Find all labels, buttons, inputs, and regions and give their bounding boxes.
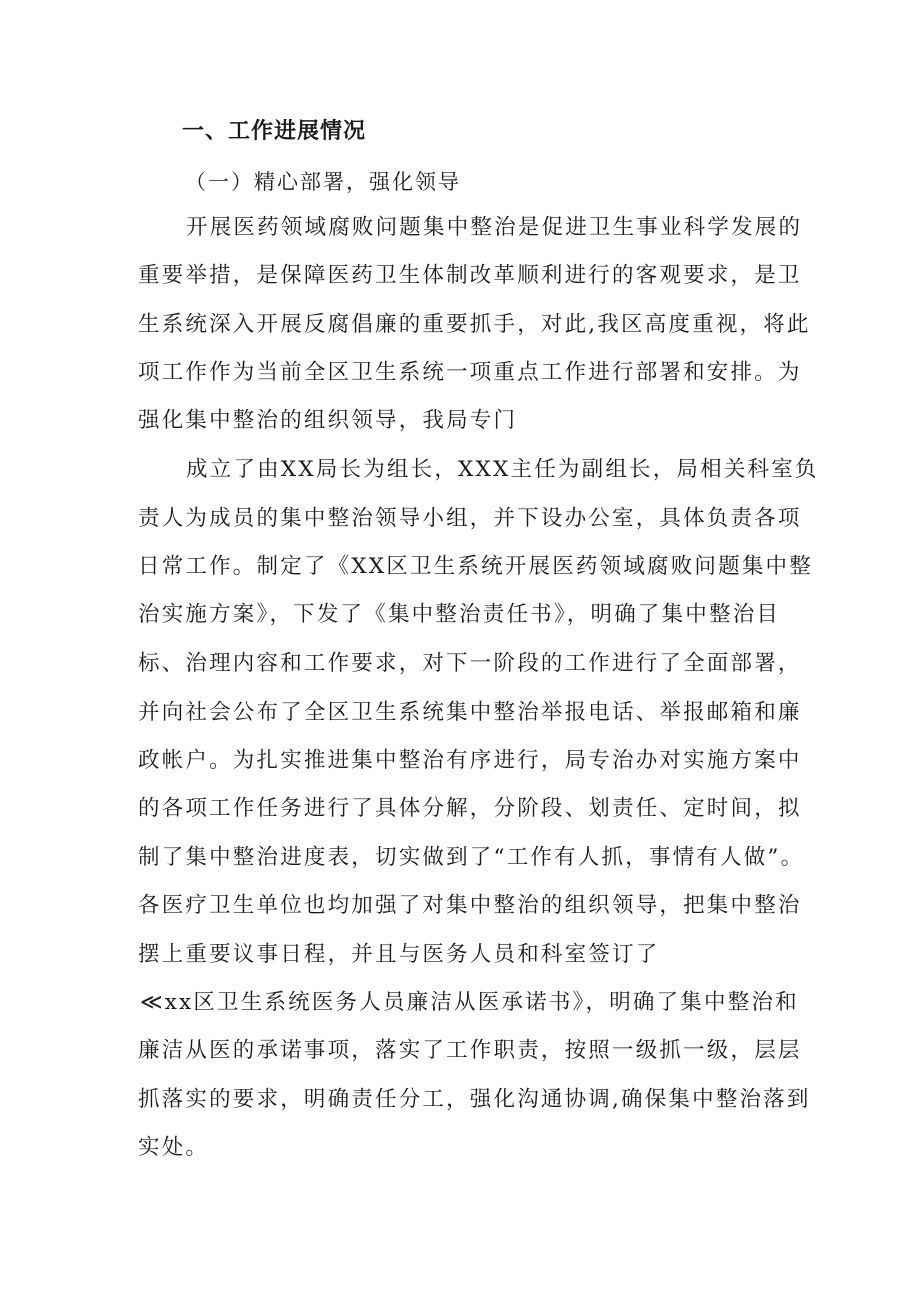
paragraph-line: 项工作作为当前全区卫生系统一项重点工作进行部署和安排。为 [138,360,802,385]
paragraph-line: 摆上重要议事日程，并且与医务人员和科室签订了 [138,942,660,967]
paragraph-line: 标、治理内容和工作要求，对下一阶段的工作进行了全面部署， [138,651,802,676]
paragraph-line: 日常工作。制定了《XX区卫生系统开展医药领域腐败问题集中整 [138,554,813,579]
paragraph-line: 政帐户。为扎实推进集中整治有序进行，局专治办对实施方案中 [138,748,802,773]
paragraph-line: 强化集中整治的组织领导，我局专门 [138,408,518,433]
paragraph-line: 各医疗卫生单位也均加强了对集中整治的组织领导，把集中整治 [138,893,802,918]
paragraph-line: 生系统深入开展反腐倡廉的重要抓手，对此,我区高度重视，将此 [138,312,811,337]
paragraph-line: 重要举措，是保障医药卫生体制改革顺利进行的客观要求，是卫 [138,263,802,288]
paragraph-line: 抓落实的要求，明确责任分工，强化沟通协调,确保集中整治落到 [138,1087,811,1112]
paragraph-line: 的各项工作任务进行了具体分解，分阶段、划责任、定时间，拟 [138,796,802,821]
paragraph-line: 治实施方案》，下发了《集中整治责任书》，明确了集中整治目 [138,602,781,627]
paragraph-line: 开展医药领域腐败问题集中整治是促进卫生事业科学发展的 [186,215,803,240]
paragraph-line: 成立了由XX局长为组长，XXX主任为副组长，局相关科室负 [186,457,819,482]
paragraph-line: 责人为成员的集中整治领导小组，并下设办公室，具体负责各项 [138,506,802,531]
subsection-heading: （一）精心部署，强化领导 [185,170,461,194]
paragraph-line: 实处。 [138,1135,210,1160]
paragraph-line: 廉洁从医的承诺事项，落实了工作职责，按照一级抓一级，层层 [138,1038,802,1063]
paragraph-line: 并向社会公布了全区卫生系统集中整治举报电话、举报邮箱和廉 [138,700,802,725]
paragraph-line: ≪xx区卫生系统医务人员廉洁从医承诺书》，明确了集中整治和 [140,990,799,1015]
paragraph-line: 制了集中整治进度表，切实做到了“工作有人抓，事情有人做”。 [138,845,805,870]
section-heading: 一、工作进展情况 [182,119,367,144]
